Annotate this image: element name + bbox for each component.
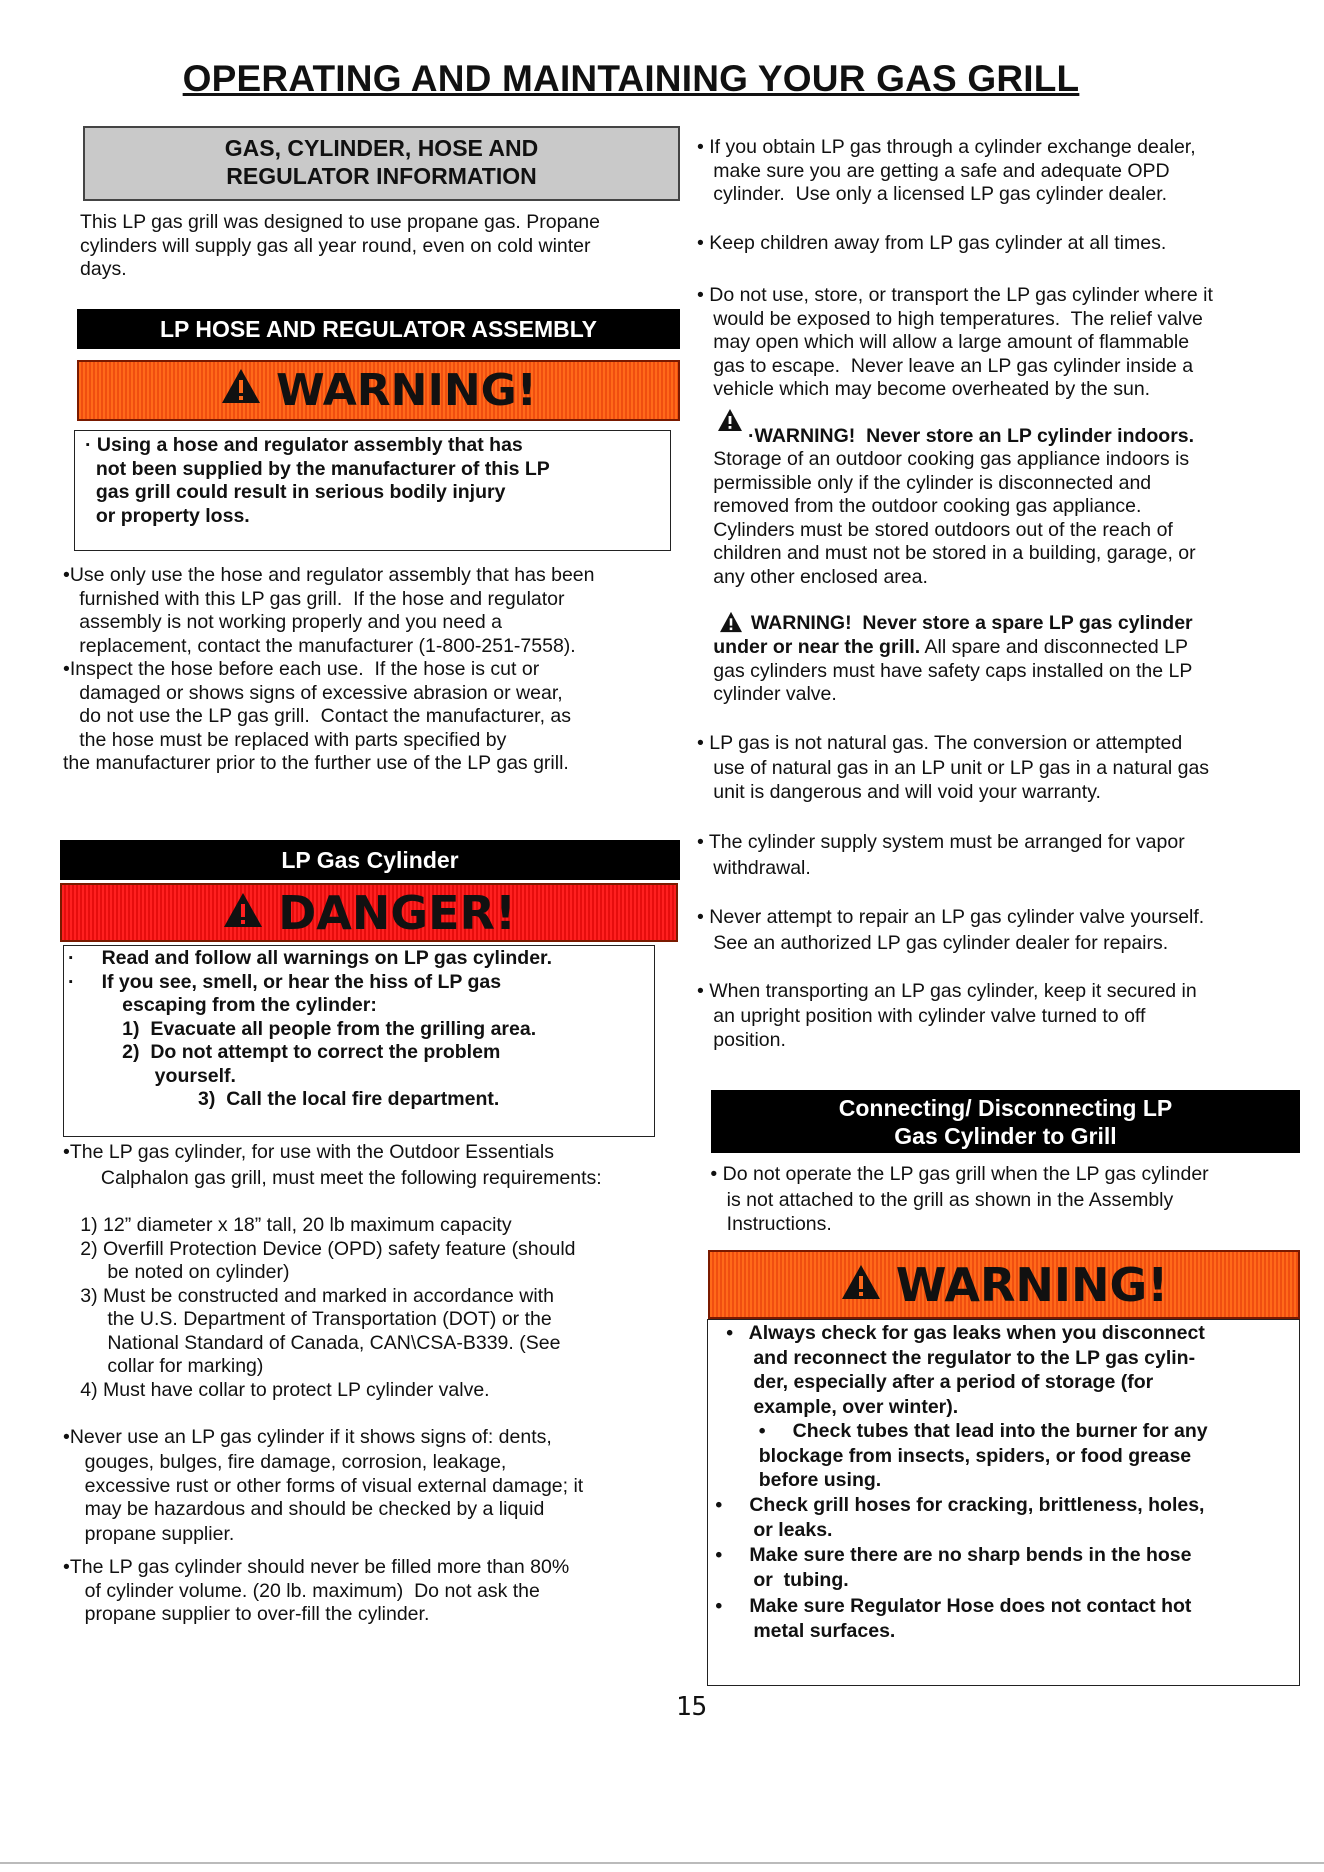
- leak-check-line: or tubing.: [710, 1569, 849, 1591]
- requirement-line: 1) 12” diameter x 18” tall, 20 lb maximum capacity: [64, 1214, 512, 1236]
- leak-check-line: • Make sure there are no sharp bends in the hose: [710, 1544, 1192, 1566]
- danger-item: yourself.: [68, 1064, 236, 1087]
- natural-gas-line: unit is dangerous and will void your warranty.: [697, 780, 1101, 803]
- hose-warning-line: not been supplied by the manufacturer of this LP: [85, 457, 550, 480]
- repair-line: See an authorized LP gas cylinder dealer for repairs.: [697, 931, 1169, 954]
- warning-label: WARNING!: [276, 365, 537, 416]
- transport-line: position.: [697, 1028, 786, 1051]
- natural-gas-paragraph: [697, 732, 1209, 804]
- hose-bullet-line: replacement, contact the manufacturer (1-800-251-7558).: [63, 634, 576, 657]
- indoor-line: any other enclosed area.: [697, 565, 928, 588]
- fill-line: propane supplier to over-fill the cylinder.: [63, 1603, 430, 1625]
- indoor-line: Cylinders must be stored outdoors out of the reach of: [697, 518, 1173, 541]
- connect-line: • Do not operate the LP gas grill when the LP gas cylinder: [705, 1163, 1209, 1185]
- lp-gas-cylinder-header: LP Gas Cylinder: [60, 840, 680, 880]
- cylinder-intro-line: Calphalon gas grill, must meet the following requirements:: [63, 1166, 602, 1189]
- repair-line: • Never attempt to repair an LP gas cylinder valve yourself.: [697, 906, 1205, 928]
- natural-gas-line: use of natural gas in an LP unit or LP gas in a natural gas: [697, 756, 1210, 779]
- leak-check-line: • Check tubes that lead into the burner for any: [710, 1420, 1208, 1442]
- temperature-line: may open which will allow a large amount of flammable: [697, 331, 1190, 353]
- hose-warning-box: [74, 430, 671, 551]
- exchange-paragraph: [697, 136, 1196, 207]
- warning-banner: [77, 360, 680, 421]
- danger-item: 2) Do not attempt to correct the problem: [68, 1041, 501, 1063]
- requirement-line: 2) Overfill Protection Device (OPD) safety feature (should: [64, 1237, 576, 1260]
- indoor-line: permissible only if the cylinder is disconnected and: [697, 471, 1152, 494]
- never-use-line: may be hazardous and should be checked by a liquid: [63, 1498, 545, 1520]
- requirement-line: 3) Must be constructed and marked in accordance with: [64, 1284, 554, 1307]
- leak-check-line: • Make sure Regulator Hose does not contact hot: [710, 1595, 1192, 1617]
- spare-warning-bold: under or near the grill.: [697, 636, 921, 658]
- indoor-warning-title: ·WARNING! Never store an LP cylinder indoors.: [748, 425, 1195, 447]
- hose-bullet-line: furnished with this LP gas grill. If the hose and regulator: [63, 587, 565, 610]
- page-number: 15: [675, 1692, 708, 1722]
- connecting-header-line-2: Gas Cylinder to Grill: [894, 1123, 1117, 1149]
- connect-line: is not attached to the grill as shown in the Assembly: [705, 1189, 1174, 1211]
- leak-check-line: der, especially after a period of storage (for: [710, 1371, 1154, 1393]
- hose-warning-line: gas grill could result in serious bodily injury: [85, 481, 506, 503]
- connecting-header: [711, 1090, 1300, 1153]
- leak-check-line: • Check grill hoses for cracking, brittleness, holes,: [710, 1494, 1205, 1516]
- exchange-line: make sure you are getting a safe and adequate OPD: [697, 159, 1170, 182]
- repair-paragraph: [697, 906, 1204, 956]
- never-use-line: •Never use an LP gas cylinder if it shows signs of: dents,: [63, 1426, 552, 1448]
- hose-bullet-line: •Use only use the hose and regulator assembly that has been: [63, 564, 595, 586]
- gas-box-title-line-2: REGULATOR INFORMATION: [226, 163, 537, 189]
- spare-line: gas cylinders must have safety caps installed on the LP: [697, 659, 1193, 682]
- spare-warning-text: [697, 636, 1192, 707]
- requirement-line: the U.S. Department of Transportation (DOT) or the: [64, 1308, 552, 1330]
- vapor-line: • The cylinder supply system must be arranged for vapor: [697, 831, 1185, 853]
- gas-cylinder-info-box: [83, 126, 680, 201]
- requirement-line: National Standard of Canada, CAN\CSA-B339. (See: [64, 1331, 561, 1354]
- spare-line: cylinder valve.: [697, 683, 837, 705]
- indoor-line: Storage of an outdoor cooking gas appliance indoors is: [697, 448, 1190, 470]
- requirement-line: 4) Must have collar to protect LP cylinder valve.: [64, 1378, 490, 1401]
- never-use-line: gouges, bulges, fire damage, corrosion, leakage,: [63, 1450, 507, 1473]
- connect-paragraph: [705, 1161, 1209, 1237]
- hose-bullets: [63, 564, 595, 776]
- vapor-paragraph: [697, 831, 1185, 881]
- warning-triangle-icon: [220, 365, 262, 416]
- temperature-line: would be exposed to high temperatures. The relief valve: [697, 307, 1203, 330]
- never-use-paragraph: [63, 1426, 583, 1547]
- bottom-rule: [0, 1862, 1324, 1864]
- indoor-warning-icon: [717, 408, 743, 437]
- never-use-line: propane supplier.: [63, 1522, 235, 1545]
- hose-bullet-line: do not use the LP gas grill. Contact the manufacturer, as: [63, 705, 572, 727]
- exchange-line: • If you obtain LP gas through a cylinder exchange dealer,: [697, 136, 1196, 158]
- danger-item: 1) Evacuate all people from the grilling area.: [68, 1017, 537, 1040]
- leak-check-line: before using.: [710, 1469, 882, 1491]
- page-title: OPERATING AND MAINTAINING YOUR GAS GRILL: [182, 58, 1080, 99]
- connecting-header-line-1: Connecting/ Disconnecting LP: [838, 1095, 1173, 1121]
- connect-warning-banner: [708, 1250, 1300, 1319]
- hose-warning-line: · Using a hose and regulator assembly that has: [85, 434, 523, 456]
- cylinder-intro-line: •The LP gas cylinder, for use with the Outdoor Essentials: [63, 1141, 554, 1163]
- cylinder-intro: [63, 1141, 602, 1191]
- transport-paragraph: [697, 980, 1197, 1052]
- hose-warning-line: or property loss.: [85, 504, 250, 527]
- leak-check-line: blockage from insects, spiders, or food grease: [710, 1445, 1192, 1467]
- hose-bullet-line: the hose must be replaced with parts specified by: [63, 728, 507, 751]
- temperature-line: vehicle which may become overheated by the sun.: [697, 378, 1151, 400]
- requirement-line: collar for marking): [64, 1355, 264, 1377]
- intro-line: This LP gas grill was designed to use propane gas. Propane: [80, 211, 600, 233]
- hose-bullet-line: damaged or shows signs of excessive abrasion or wear,: [63, 681, 563, 704]
- hose-bullet-line: the manufacturer prior to the further use of the LP gas grill.: [63, 752, 569, 774]
- leak-check-line: and reconnect the regulator to the LP gas cylin-: [710, 1346, 1196, 1369]
- danger-item: escaping from the cylinder:: [68, 994, 377, 1016]
- connect-warning-label: WARNING!: [895, 1257, 1169, 1312]
- warning-triangle-icon: [840, 1258, 882, 1312]
- transport-line: an upright position with cylinder valve turned to off: [697, 1004, 1146, 1027]
- vapor-line: withdrawal.: [697, 856, 811, 879]
- cylinder-requirements: [64, 1214, 576, 1402]
- never-use-line: excessive rust or other forms of visual external damage; it: [63, 1474, 584, 1497]
- danger-label: DANGER!: [278, 885, 516, 940]
- requirement-line: be noted on cylinder): [64, 1261, 290, 1283]
- danger-item: · If you see, smell, or hear the hiss of LP gas: [68, 970, 502, 993]
- danger-item: · Read and follow all warnings on LP gas cylinder.: [68, 947, 552, 969]
- leak-check-line: metal surfaces.: [710, 1620, 896, 1642]
- warning-triangle-icon: [222, 886, 264, 940]
- indoor-line: removed from the outdoor cooking gas appliance.: [697, 495, 1142, 517]
- intro-paragraph: [80, 211, 600, 282]
- indoor-warning-text: [697, 448, 1196, 589]
- children-bullet: • Keep children away from LP gas cylinder at all times.: [697, 232, 1167, 254]
- intro-line: cylinders will supply gas all year round, even on cold winter: [80, 234, 591, 257]
- exchange-line: cylinder. Use only a licensed LP gas cylinder dealer.: [697, 183, 1168, 205]
- danger-box: [63, 945, 655, 1137]
- leak-check-line: • Always check for gas leaks when you disconnect: [710, 1322, 1205, 1344]
- temperature-line: • Do not use, store, or transport the LP gas cylinder where it: [697, 284, 1213, 306]
- leak-check-box: [707, 1319, 1300, 1686]
- hose-regulator-header: LP HOSE AND REGULATOR ASSEMBLY: [77, 309, 680, 349]
- danger-item: 3) Call the local fire department.: [68, 1088, 500, 1110]
- fill-line: of cylinder volume. (20 lb. maximum) Do not ask the: [63, 1579, 540, 1602]
- intro-line: days.: [80, 258, 127, 280]
- spare-warning-title: WARNING! Never store a spare LP gas cylinder: [740, 612, 1193, 634]
- hose-bullet-line: assembly is not working properly and you need a: [63, 611, 502, 633]
- hose-bullet-line: •Inspect the hose before each use. If the hose is cut or: [63, 658, 540, 680]
- indoor-line: children and must not be stored in a building, garage, or: [697, 542, 1196, 564]
- temperature-line: gas to escape. Never leave an LP gas cylinder inside a: [697, 354, 1194, 377]
- transport-line: • When transporting an LP gas cylinder, keep it secured in: [697, 980, 1197, 1002]
- spare-warning-rest: All spare and disconnected LP: [920, 636, 1188, 658]
- natural-gas-line: • LP gas is not natural gas. The conversion or attempted: [697, 732, 1183, 754]
- leak-check-line: example, over winter).: [710, 1395, 959, 1418]
- fill-paragraph: [63, 1556, 569, 1627]
- leak-check-line: or leaks.: [710, 1519, 833, 1541]
- connect-line: Instructions.: [705, 1213, 832, 1235]
- fill-line: •The LP gas cylinder should never be filled more than 80%: [63, 1556, 570, 1578]
- temperature-paragraph: [697, 284, 1213, 402]
- danger-banner: [60, 883, 678, 942]
- gas-box-title-line-1: GAS, CYLINDER, HOSE AND: [224, 135, 539, 161]
